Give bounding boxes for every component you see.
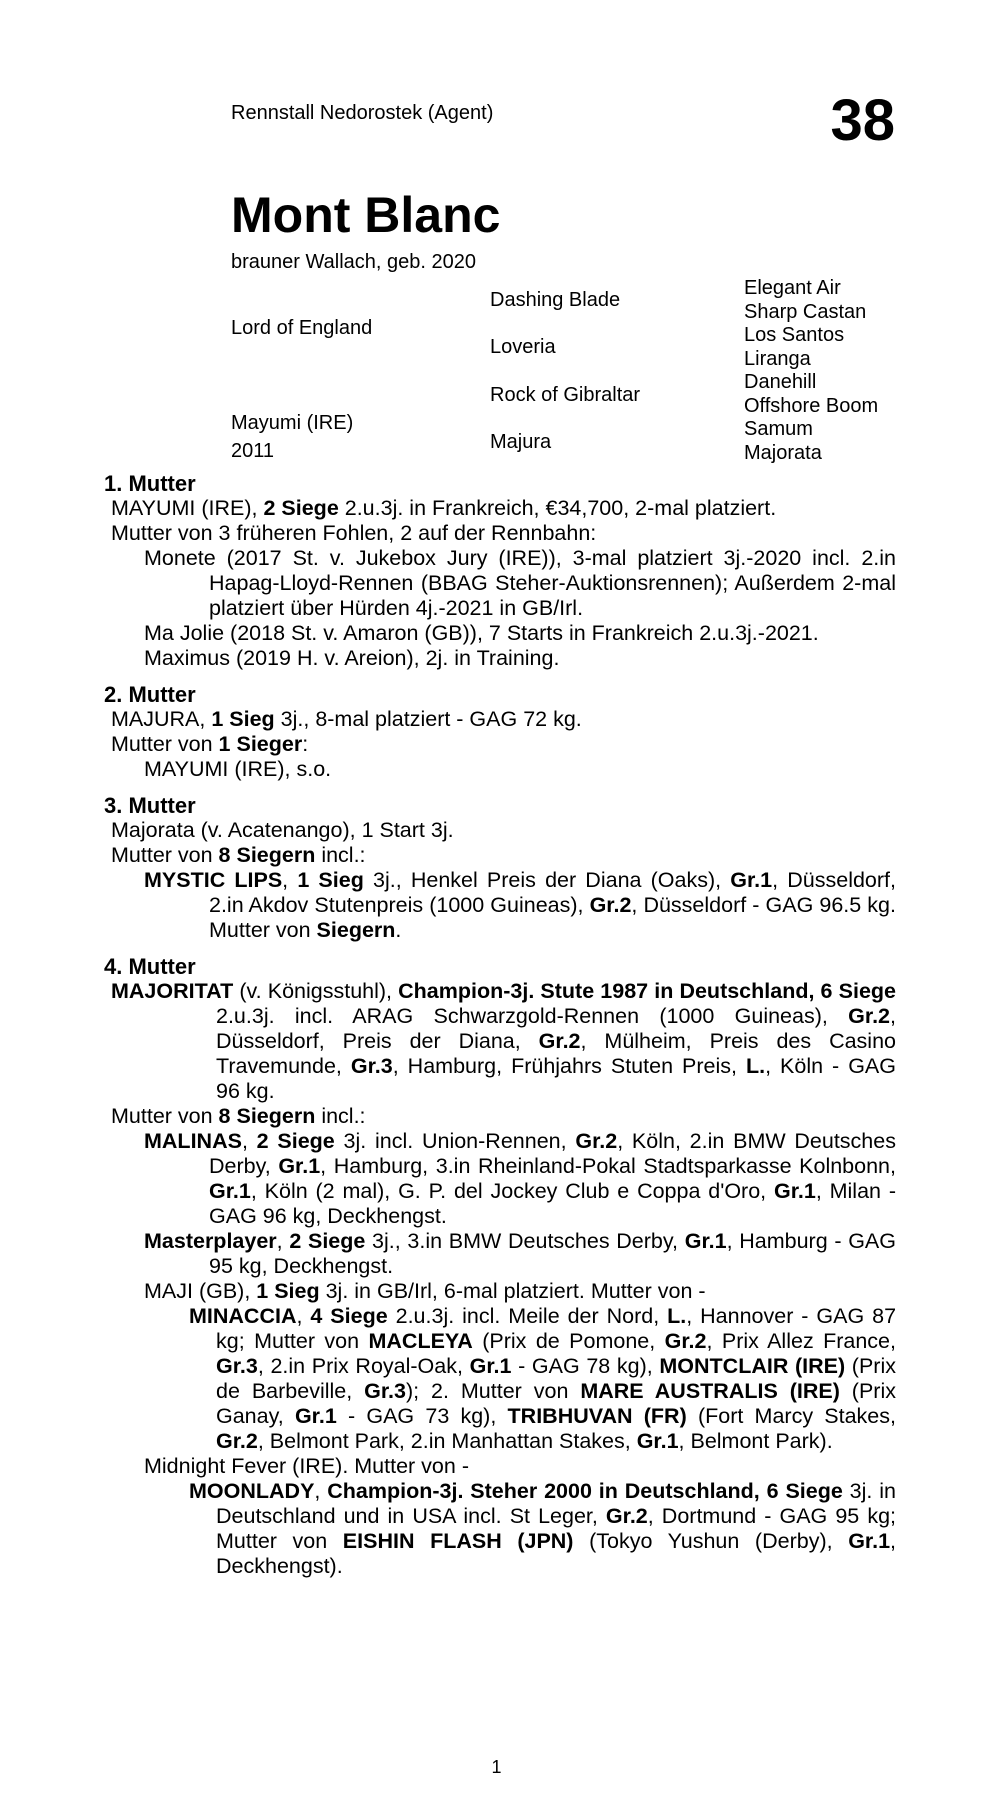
section-heading: 4. Mutter bbox=[104, 954, 196, 979]
produce-item: MALINAS, 2 Siege 3j. incl. Union-Rennen, Gr.2, Köln, 2.in BMW Deutsches Derby, Gr.1, Hamburg, 3.in Rheinland-Pokal Stadtsparkasse Kolnbonn, Gr.1, Köln (2 mal), G. P. del Jockey Club e Coppa d'Oro, Gr.1, Milan - GAG 96 kg, Deckhengst. bbox=[144, 1129, 896, 1228]
pedigree-gen3-item: Danehill bbox=[744, 371, 817, 393]
produce-intro: Mutter von 8 Siegern incl.: bbox=[111, 1104, 366, 1128]
dam-entry: Majorata (v. Acatenango), 1 Start 3j. bbox=[111, 818, 454, 842]
produce-item: Ma Jolie (2018 St. v. Amaron (GB)), 7 Starts in Frankreich 2.u.3j.-2021. bbox=[144, 621, 819, 645]
grand-produce-item: MOONLADY, Champion-3j. Steher 2000 in Deutschland, 6 Siege 3j. in Deutschland und in USA incl. St Leger, Gr.2, Dortmund - GAG 95 kg; Mutter von EISHIN FLASH (JPN) (Tokyo Yushun (Derby), Gr.1, Deckhengst). bbox=[189, 1479, 897, 1578]
produce-item: MAJI (GB), 1 Sieg 3j. in GB/Irl, 6-mal platziert. Mutter von - bbox=[144, 1279, 706, 1303]
pedigree-sire: Lord of England bbox=[231, 317, 373, 339]
produce-item: Masterplayer, 2 Siege 3j., 3.in BMW Deutsches Derby, Gr.1, Hamburg - GAG 95 kg, Deckhengst. bbox=[144, 1229, 896, 1278]
produce-item: Midnight Fever (IRE). Mutter von - bbox=[144, 1454, 469, 1478]
family-content bbox=[104, 471, 896, 1590]
pedigree-gen2-item: Dashing Blade bbox=[490, 289, 621, 311]
produce-item: MYSTIC LIPS, 1 Sieg 3j., Henkel Preis der Diana (Oaks), Gr.1, Düsseldorf, 2.in Akdov Stutenpreis (1000 Guineas), Gr.2, Düsseldorf - GAG 96.5 kg. Mutter von Siegern. bbox=[144, 868, 896, 942]
produce-item: Maximus (2019 H. v. Areion), 2j. in Training. bbox=[144, 646, 560, 670]
section-2nd-dam bbox=[104, 682, 896, 782]
pedigree-gen3-item: Elegant Air bbox=[744, 277, 841, 299]
section-3rd-dam bbox=[104, 793, 896, 943]
section-heading: 3. Mutter bbox=[104, 793, 196, 818]
pedigree-gen2-item: Loveria bbox=[490, 336, 556, 358]
pedigree-dam-year: 2011 bbox=[231, 440, 275, 462]
dam-entry: MAJURA, 1 Sieg 3j., 8-mal platziert - GAG 72 kg. bbox=[111, 707, 582, 731]
pedigree-gen3-item: Sharp Castan bbox=[744, 301, 867, 323]
horse-description: brauner Wallach, geb. 2020 bbox=[231, 251, 476, 273]
pedigree-gen3-item: Samum bbox=[744, 418, 813, 440]
grand-produce-item: MINACCIA, 4 Siege 2.u.3j. incl. Meile der Nord, L., Hannover - GAG 87 kg; Mutter von MACLEYA (Prix de Pomone, Gr.2, Prix Allez France, Gr.3, 2.in Prix Royal-Oak, Gr.1 - GAG 78 kg), MONTCLAIR (IRE) (Prix de Barbeville, Gr.3); 2. Mutter von MARE AUSTRALIS (IRE) (Prix Ganay, Gr.1 - GAG 73 kg), TRIBHUVAN (FR) (Fort Marcy Stakes, Gr.2, Belmont Park, 2.in Manhattan Stakes, Gr.1, Belmont Park). bbox=[189, 1304, 897, 1453]
pedigree-gen3-item: Liranga bbox=[744, 348, 811, 370]
section-heading: 1. Mutter bbox=[104, 471, 196, 496]
produce-intro: Mutter von 8 Siegern incl.: bbox=[111, 843, 366, 867]
produce-intro: Mutter von 3 früheren Fohlen, 2 auf der Rennbahn: bbox=[111, 521, 597, 545]
pedigree-gen2-item: Rock of Gibraltar bbox=[490, 384, 641, 406]
dam-entry: MAJORITAT (v. Königsstuhl), Champion-3j. Stute 1987 in Deutschland, 6 Siege 2.u.3j. incl. ARAG Schwarzgold-Rennen (1000 Guineas), Gr.2, Düsseldorf, Preis der Diana, Gr.2, Mülheim, Preis des Casino Travemunde, Gr.3, Hamburg, Frühjahrs Stuten Preis, L., Köln - GAG 96 kg. bbox=[111, 979, 896, 1103]
pedigree-dam: Mayumi (IRE) bbox=[231, 412, 354, 434]
pedigree-gen3-item: Los Santos bbox=[744, 324, 845, 346]
lot-number: 38 bbox=[830, 88, 895, 153]
produce-item: MAYUMI (IRE), s.o. bbox=[144, 757, 332, 781]
produce-item: Monete (2017 St. v. Jukebox Jury (IRE)), 3-mal platziert 3j.-2020 incl. 2.in Hapag-Lloyd-Rennen (BBAG Steher-Auktionsrennen); Außerdem 2-mal platziert über Hürden 4j.-2021 in GB/Irl. bbox=[144, 546, 896, 620]
pedigree-gen2-item: Majura bbox=[490, 431, 552, 453]
pedigree-gen3-item: Majorata bbox=[744, 442, 822, 464]
horse-name: Mont Blanc bbox=[231, 187, 501, 243]
dam-entry: MAYUMI (IRE), 2 Siege 2.u.3j. in Frankreich, €34,700, 2-mal platziert. bbox=[111, 496, 777, 520]
page-number: 1 bbox=[491, 1757, 502, 1777]
section-1st-dam bbox=[104, 471, 896, 671]
section-heading: 2. Mutter bbox=[104, 682, 196, 707]
pedigree-gen3-item: Offshore Boom bbox=[744, 395, 879, 417]
section-4th-dam bbox=[104, 954, 896, 1579]
produce-intro: Mutter von 1 Sieger: bbox=[111, 732, 309, 756]
consignor: Rennstall Nedorostek (Agent) bbox=[231, 102, 494, 124]
